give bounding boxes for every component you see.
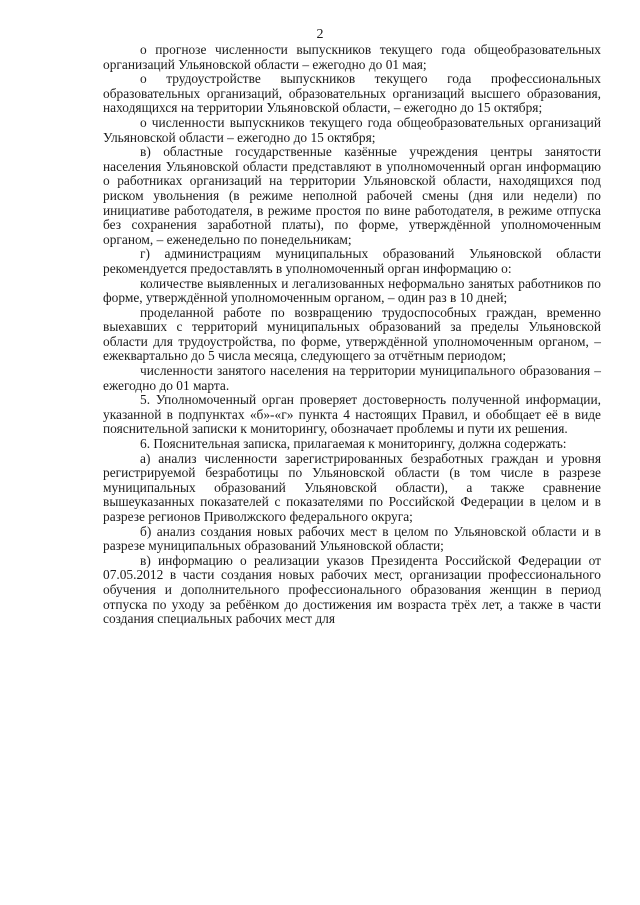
paragraph-item-5: 5. Уполномоченный орган проверяет достоверность полученной информации, указанной в подпунктах «б»-«г» пункта 4 настоящих Правил, и обобщает её в виде пояснительной записки к мониторингу, обозначает проблемы и пути их решения. xyxy=(103,392,601,437)
paragraph-employed-population: численности занятого населения на территории муниципального образования – ежегодно до 01 марта. xyxy=(103,363,601,393)
paragraph-forecast-graduates: о прогнозе численности выпускников текущего года общеобразовательных организаций Ульяновской области – ежегодно до 01 мая; xyxy=(103,42,601,72)
page-number: 2 xyxy=(316,27,324,42)
paragraph-number-graduates: о численности выпускников текущего года общеобразовательных организаций Ульяновской области – ежегодно до 15 октября; xyxy=(103,114,601,145)
document-body xyxy=(103,43,601,627)
paragraph-employment-graduates: о трудоустройстве выпускников текущего года профессиональных образовательных организаций, образовательных организаций высшего образования, находящихся на территории Ульяновской области, – ежегодно до 15 октября; xyxy=(103,71,601,116)
paragraph-employment-centers: в) областные государственные казённые учреждения центры занятости населения Ульяновской области представляют в уполномоченный орган информацию о работниках организаций на территории Ульяновской области, находящихся под риском увольнения (в режиме неполной рабочей смены (дня или недели) по инициативе работодателя, в режиме простоя по вине работодателя, в режиме отпуска без сохранения заработной платы), по форме, утверждённой уполномоченным органом, – еженедельно по понедельникам; xyxy=(103,144,601,247)
paragraph-presidential-decrees: в) информацию о реализации указов Президента Российской Федерации от 07.05.2012 в части создания новых рабочих мест, организации профессионального обучения и дополнительного профессионального образования женщин в период отпуска по уходу за ребёнком до достижения им возраста трёх лет, а также в части создания специальных рабочих мест для xyxy=(103,552,601,627)
paragraph-item-6: 6. Пояснительная записка, прилагаемая к мониторингу, должна содержать: xyxy=(140,436,567,452)
paragraph-analysis-new-jobs: б) анализ создания новых рабочих мест в целом по Ульяновской области и в разрезе муниципальных образований Ульяновской области; xyxy=(103,523,601,554)
paragraph-municipal-administrations: г) администрациям муниципальных образований Ульяновской области рекомендуется предоставлять в уполномоченный орган информацию о: xyxy=(103,246,601,276)
paragraph-returning-citizens: проделанной работе по возвращению трудоспособных граждан, временно выехавших с территорий муниципальных образований за пределы Ульяновской области для трудоустройства, по форме, утверждённой уполномоченным органом, – ежеквартально до 5 числа месяца, следующего за отчётным периодом; xyxy=(103,304,601,364)
paragraph-analysis-unemployed: а) анализ численности зарегистрированных безработных граждан и уровня регистрируемой безработицы по Ульяновской области (в том числе в разрезе муниципальных образований Ульяновской области), а также сравнение вышеуказанных показателей с показателями по Российской Федерации в целом и в разрезе регионов Приволжского федерального округа; xyxy=(103,450,601,524)
paragraph-informal-workers: количестве выявленных и легализованных неформально занятых работников по форме, утверждённой уполномоченным органом, – один раз в 10 дней; xyxy=(103,275,601,306)
